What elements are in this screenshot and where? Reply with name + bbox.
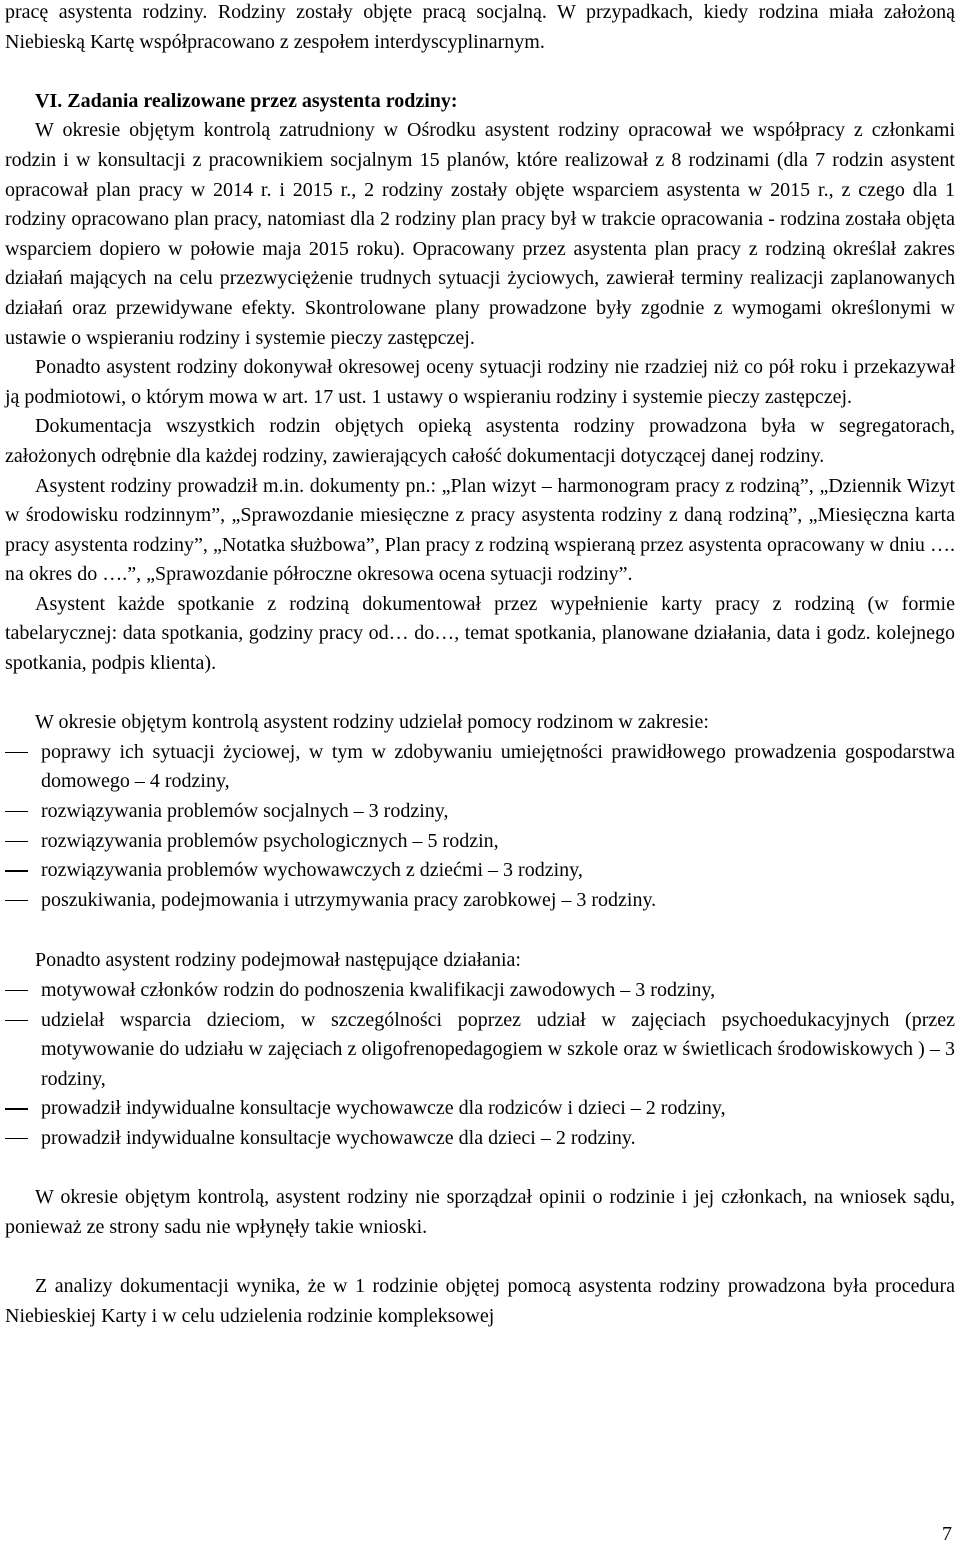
plans-paragraph: W okresie objętym kontrolą zatrudniony w Ośrodku asystent rodziny opracował we współpracy z członkami rodzin i w konsultacji z pracownikiem socjalnym 15 planów, które realizował z 8 rodzinami (dla 7 rodzin asystent opracował plan pracy w 2014 r. i 2015 r., 2 rodziny zostały objęte wsparciem asystenta w 2015 r., z czego dla 1 rodziny opracowano plan pracy, natomiast dla 2 rodziny plan pracy był w trakcie opracowania - rodzina została objęta wsparciem dopiero w połowie maja 2015 roku). Opracowany przez asystenta plan pracy z rodziną określał zakres działań mających na celu przezwyciężenie trudnych sytuacji życiowych, zawierał terminy realizacji zaplanowanych działań oraz przewidywane efekty. Skontrolowane plany prowadzone były zgodnie z wymogami określonymi w ustawie o wspieraniu rodziny i systemie pieczy zastępczej.	[5, 119, 955, 349]
section-number: VI.	[35, 89, 63, 112]
meetings-paragraph: Asystent każde spotkanie z rodziną dokumentował przez wypełnienie karty pracy z rodziną (w formie tabelarycznej: data spotkania, godziny pracy od… do…, temat spotkania, planowane działania, data i godz. kolejnego spotkania, podpis klienta).	[5, 592, 955, 675]
document-page	[5, 0, 955, 1331]
help-list	[5, 738, 955, 916]
assessment-paragraph: Ponadto asystent rodziny dokonywał okresowej oceny sytuacji rodziny nie rzadziej niż co pół roku i przekazywał ją podmiotowi, o którym mowa w art. 17 ust. 1 ustawy o wspieraniu rodziny i systemie pieczy zastępczej.	[5, 356, 955, 408]
list-item: udzielał wsparcia dzieciom, w szczególności poprzez udział w zajęciach psychoedukacyjnych (przez motywowanie do udziału w zajęciach z oligofrenopedagogiem w szkole oraz w świetlicach środowiskowych ) – 3 rodziny,	[5, 1006, 955, 1095]
list-item: rozwiązywania problemów wychowawczych z dziećmi – 3 rodziny,	[5, 856, 955, 886]
top-paragraph: pracę asystenta rodziny. Rodziny zostały objęte pracą socjalną. W przypadkach, kiedy rodzina miała założoną Niebieską Kartę współpracowano z zespołem interdyscyplinarnym.	[5, 1, 955, 53]
court-paragraph: W okresie objętym kontrolą, asystent rodziny nie sporządzał opinii o rodzinie i jej członkach, na wniosek sądu, ponieważ ze strony sadu nie wpłynęły takie wnioski.	[5, 1186, 955, 1238]
list-item: prowadził indywidualne konsultacje wychowawcze dla dzieci – 2 rodziny.	[5, 1124, 955, 1154]
section-heading	[5, 87, 955, 117]
actions-list	[5, 976, 955, 1154]
list-item: rozwiązywania problemów psychologicznych – 5 rodzin,	[5, 827, 955, 857]
page-number: 7	[942, 1523, 952, 1545]
list-item: poszukiwania, podejmowania i utrzymywania pracy zarobkowej – 3 rodziny.	[5, 886, 955, 916]
help-intro: W okresie objętym kontrolą asystent rodziny udzielał pomocy rodzinom w zakresie:	[35, 711, 709, 734]
list-item: poprawy ich sytuacji życiowej, w tym w zdobywaniu umiejętności prawidłowego prowadzenia gospodarstwa domowego – 4 rodziny,	[5, 738, 955, 797]
actions-intro: Ponadto asystent rodziny podejmował następujące działania:	[35, 949, 521, 972]
documentation-paragraph: Dokumentacja wszystkich rodzin objętych opieką asystenta rodziny prowadzona była w segregatorach, założonych odrębnie dla każdej rodziny, zawierających całość dokumentacji dotyczącej danej rodziny.	[5, 415, 955, 467]
documents-list-paragraph: Asystent rodziny prowadził m.in. dokumenty pn.: „Plan wizyt – harmonogram pracy z rodziną”, „Dziennik Wizyt w środowisku rodzinnym”, „Sprawozdanie miesięczne z pracy asystenta rodziny z daną rodziną”, „Miesięczna karta pracy asystenta rodziny”, „Notatka służbowa”, Plan pracy z rodziną wspieraną przez asystenta opracowany w dniu …. na okres do ….”, „Sprawozdanie półroczne okresowa ocena sytuacji rodziny”.	[5, 474, 955, 586]
analysis-paragraph: Z analizy dokumentacji wynika, że w 1 rodzinie objętej pomocą asystenta rodziny prowadzona była procedura Niebieskiej Karty i w celu udzielenia rodzinie kompleksowej	[5, 1274, 955, 1327]
section-title: Zadania realizowane przez asystenta rodziny:	[67, 89, 458, 112]
list-item: prowadził indywidualne konsultacje wychowawcze dla rodziców i dzieci – 2 rodziny,	[5, 1094, 955, 1124]
list-item: motywował członków rodzin do podnoszenia kwalifikacji zawodowych – 3 rodziny,	[5, 976, 955, 1006]
list-item: rozwiązywania problemów socjalnych – 3 rodziny,	[5, 797, 955, 827]
